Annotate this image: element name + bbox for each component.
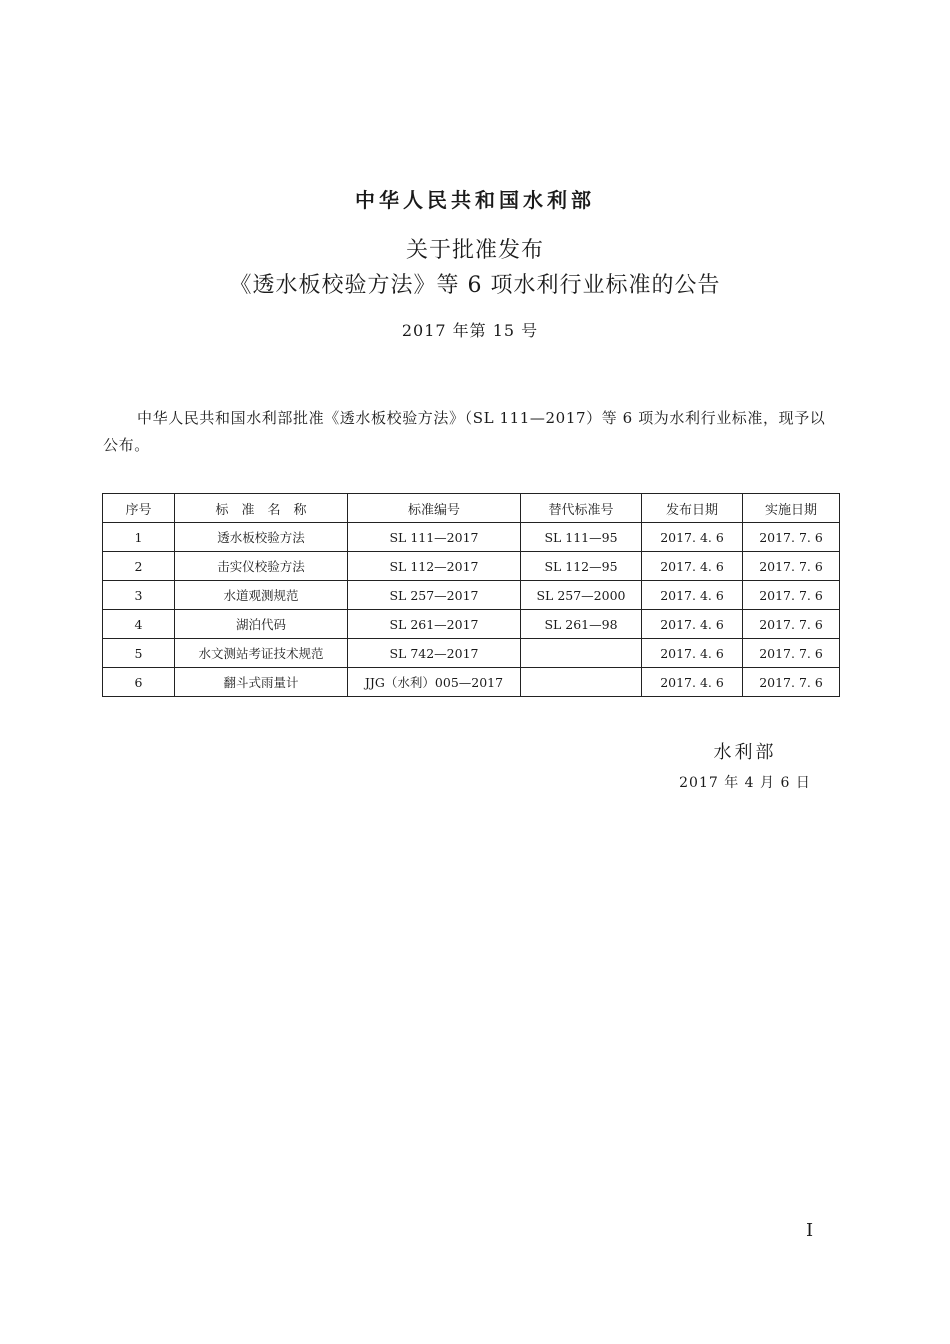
cell-standard-name: 湖泊代码: [175, 610, 348, 639]
cell-effective-date: 2017. 7. 6: [743, 668, 840, 697]
cell-standard-number: SL 742—2017: [348, 639, 521, 668]
cell-effective-date: 2017. 7. 6: [743, 639, 840, 668]
cell-effective-date: 2017. 7. 6: [743, 523, 840, 552]
standards-table: [102, 493, 840, 697]
cell-release-date: 2017. 4. 6: [642, 668, 743, 697]
cell-standard-name: 击实仪校验方法: [175, 552, 348, 581]
issuer-heading: 中华人民共和国水利部: [355, 188, 595, 212]
cell-standard-number: SL 112—2017: [348, 552, 521, 581]
table-row: [103, 523, 840, 552]
cell-replaced-number: SL 261—98: [521, 610, 642, 639]
header-release-date: 发布日期: [642, 494, 743, 523]
cell-standard-number: SL 261—2017: [348, 610, 521, 639]
table-header-row: [103, 494, 840, 523]
cell-replaced-number: [521, 639, 642, 668]
cell-standard-number: JJG（水利）005—2017: [348, 668, 521, 697]
cell-release-date: 2017. 4. 6: [642, 523, 743, 552]
cell-effective-date: 2017. 7. 6: [743, 552, 840, 581]
header-standard-number: 标准编号: [348, 494, 521, 523]
cell-release-date: 2017. 4. 6: [642, 581, 743, 610]
cell-standard-name: 透水板校验方法: [175, 523, 348, 552]
table-row: [103, 552, 840, 581]
cell-standard-name: 翻斗式雨量计: [175, 668, 348, 697]
cell-effective-date: 2017. 7. 6: [743, 610, 840, 639]
cell-standard-number: SL 257—2017: [348, 581, 521, 610]
header-serial: 序号: [103, 494, 175, 523]
cell-serial: 6: [103, 668, 175, 697]
signature-date: 2017 年 4 月 6 日: [679, 775, 811, 791]
cell-serial: 5: [103, 639, 175, 668]
cell-effective-date: 2017. 7. 6: [743, 581, 840, 610]
cell-standard-number: SL 111—2017: [348, 523, 521, 552]
cell-standard-name: 水道观测规范: [175, 581, 348, 610]
cell-serial: 1: [103, 523, 175, 552]
cell-serial: 3: [103, 581, 175, 610]
announcement-body: 中华人民共和国水利部批准《透水板校验方法》（SL 111—2017）等 6 项为水利行业标准，现予以公布。: [103, 409, 826, 454]
table-row: [103, 581, 840, 610]
cell-serial: 2: [103, 552, 175, 581]
cell-replaced-number: SL 257—2000: [521, 581, 642, 610]
header-effective-date: 实施日期: [743, 494, 840, 523]
table-row: [103, 668, 840, 697]
cell-replaced-number: SL 112—95: [521, 552, 642, 581]
cell-standard-name: 水文测站考证技术规范: [175, 639, 348, 668]
announcement-title-line-2: 《透水板校验方法》等 6 项水利行业标准的公告: [229, 273, 721, 298]
header-standard-name: 标 准 名 称: [175, 494, 348, 523]
cell-replaced-number: [521, 668, 642, 697]
cell-serial: 4: [103, 610, 175, 639]
cell-replaced-number: SL 111—95: [521, 523, 642, 552]
cell-release-date: 2017. 4. 6: [642, 639, 743, 668]
document-number: 2017 年第 15 号: [401, 321, 539, 340]
page-number: I: [806, 1220, 814, 1241]
header-replaced-number: 替代标准号: [521, 494, 642, 523]
table-row: [103, 639, 840, 668]
announcement-title-line-1: 关于批准发布: [405, 238, 544, 263]
table-row: [103, 610, 840, 639]
signature-organization: 水利部: [713, 742, 777, 763]
cell-release-date: 2017. 4. 6: [642, 610, 743, 639]
cell-release-date: 2017. 4. 6: [642, 552, 743, 581]
